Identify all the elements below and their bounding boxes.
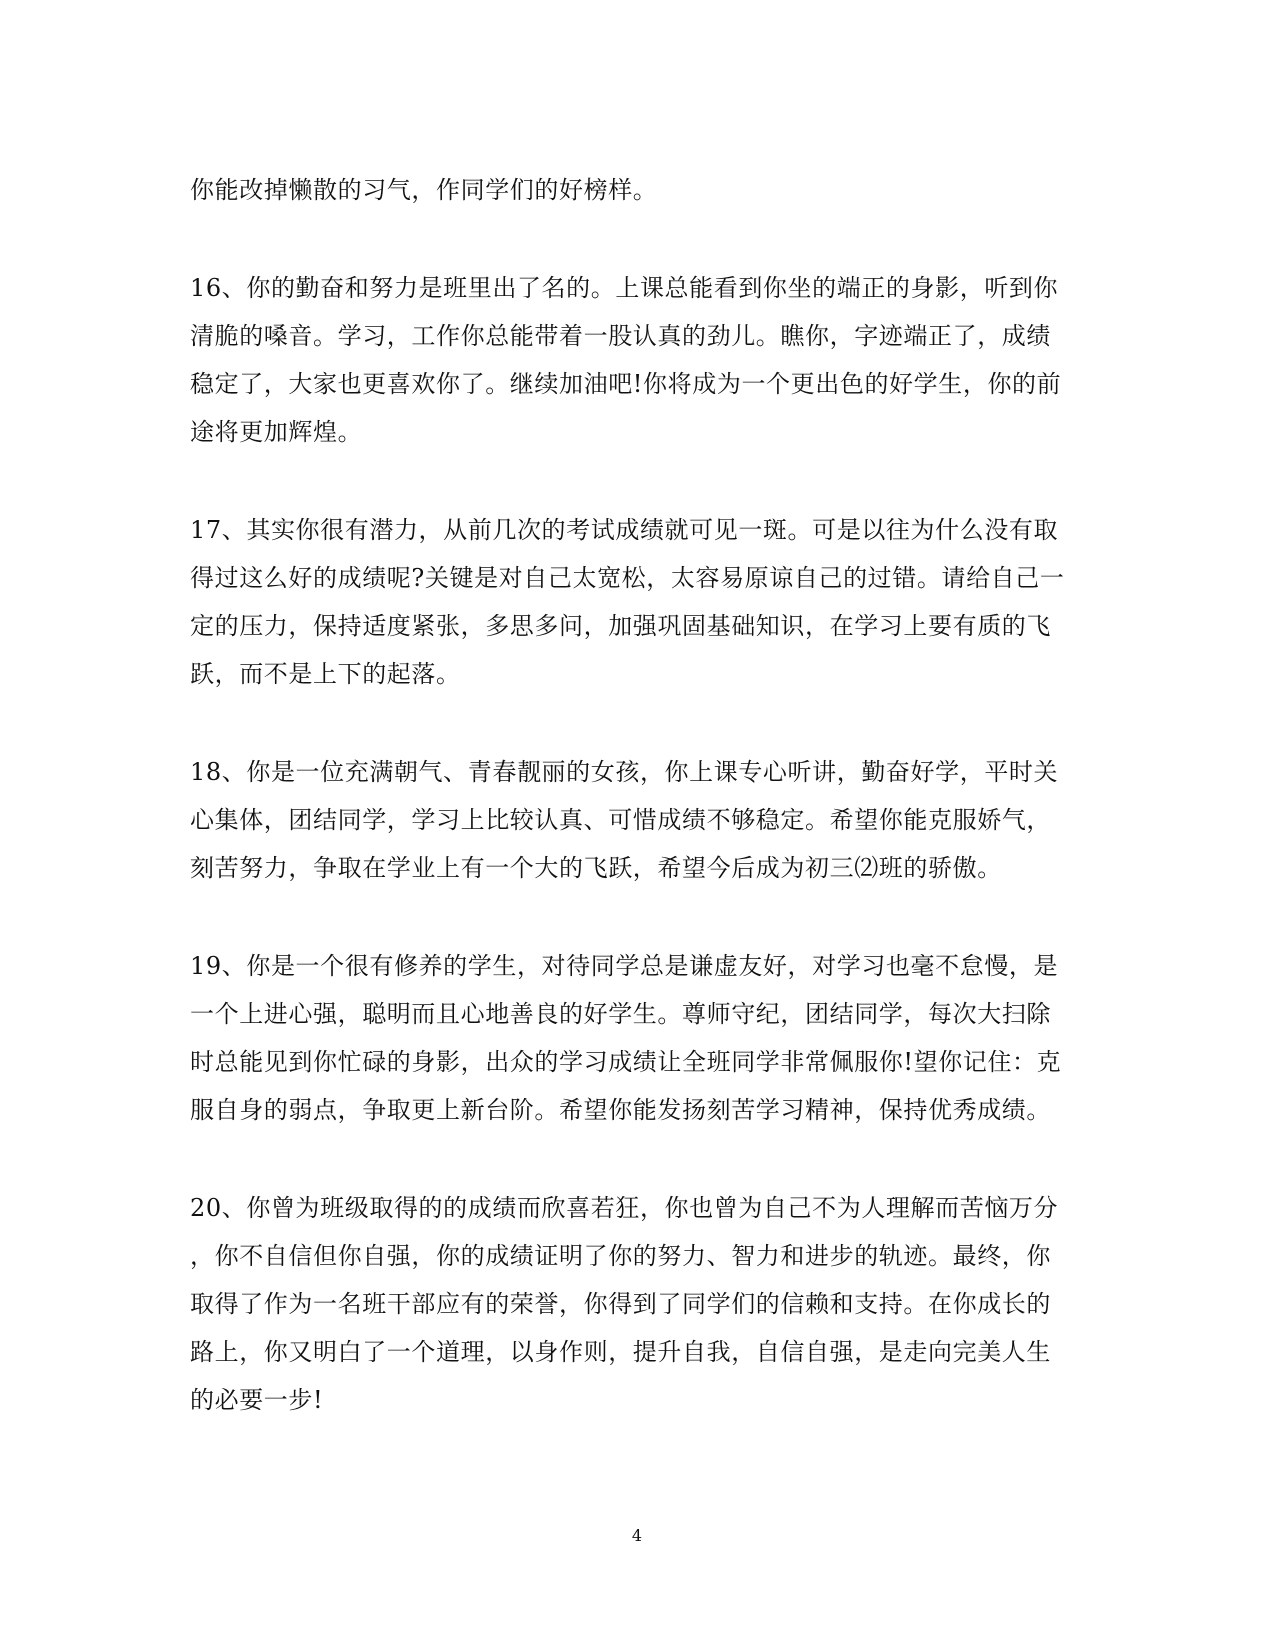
paragraph-continued: [190, 166, 1080, 214]
text-line: 跃，而不是上下的起落。: [190, 660, 461, 688]
text-line: 20、你曾为班级取得的的成绩而欣喜若狂，你也曾为自己不为人理解而苦恼万分: [190, 1194, 1059, 1222]
text-line: 途将更加辉煌。: [190, 418, 363, 446]
text-line: 得过这么好的成绩呢?关键是对自己太宽松，太容易原谅自己的过错。请给自己一: [190, 564, 1065, 592]
text-line: 路上，你又明白了一个道理，以身作则，提升自我，自信自强，是走向完美人生: [190, 1338, 1051, 1366]
paragraph-20: [190, 1184, 1080, 1424]
text-line: 17、其实你很有潜力，从前几次的考试成绩就可见一斑。可是以往为什么没有取: [190, 516, 1059, 544]
text-line: 一个上进心强，聪明而且心地善良的好学生。尊师守纪，团结同学，每次大扫除: [190, 1000, 1051, 1028]
text-line: 时总能见到你忙碌的身影，出众的学习成绩让全班同学非常佩服你!望你记住：克: [190, 1048, 1062, 1076]
text-line: 的必要一步!: [190, 1386, 324, 1414]
text-line: 稳定了，大家也更喜欢你了。继续加油吧!你将成为一个更出色的好学生，你的前: [190, 370, 1062, 398]
text-line: 清脆的嗓音。学习，工作你总能带着一股认真的劲儿。瞧你，字迹端正了，成绩: [190, 322, 1051, 350]
paragraph-18: [190, 748, 1080, 892]
text-line: 服自身的弱点，争取更上新台阶。希望你能发扬刻苦学习精神，保持优秀成绩。: [190, 1096, 1051, 1124]
body-text: [190, 166, 1080, 1474]
page-number: 4: [631, 1526, 643, 1545]
text-line: 刻苦努力，争取在学业上有一个大的飞跃，希望今后成为初三⑵班的骄傲。: [190, 854, 1002, 882]
text-line: 16、你的勤奋和努力是班里出了名的。上课总能看到你坐的端正的身影，听到你: [190, 274, 1059, 302]
text-line: 你能改掉懒散的习气，作同学们的好榜样。: [190, 176, 658, 204]
text-line: 心集体，团结同学，学习上比较认真、可惜成绩不够稳定。希望你能克服娇气，: [190, 806, 1051, 834]
text-line: ，你不自信但你自强，你的成绩证明了你的努力、智力和进步的轨迹。最终，你: [190, 1242, 1051, 1270]
text-line: 定的压力，保持适度紧张，多思多问，加强巩固基础知识，在学习上要有质的飞: [190, 612, 1051, 640]
paragraph-19: [190, 942, 1080, 1134]
text-line: 19、你是一个很有修养的学生，对待同学总是谦虚友好，对学习也毫不怠慢，是: [190, 952, 1059, 980]
paragraph-17: [190, 506, 1080, 698]
text-line: 18、你是一位充满朝气、青春靓丽的女孩，你上课专心听讲，勤奋好学，平时关: [190, 758, 1059, 786]
text-line: 取得了作为一名班干部应有的荣誉，你得到了同学们的信赖和支持。在你成长的: [190, 1290, 1051, 1318]
paragraph-16: [190, 264, 1080, 456]
